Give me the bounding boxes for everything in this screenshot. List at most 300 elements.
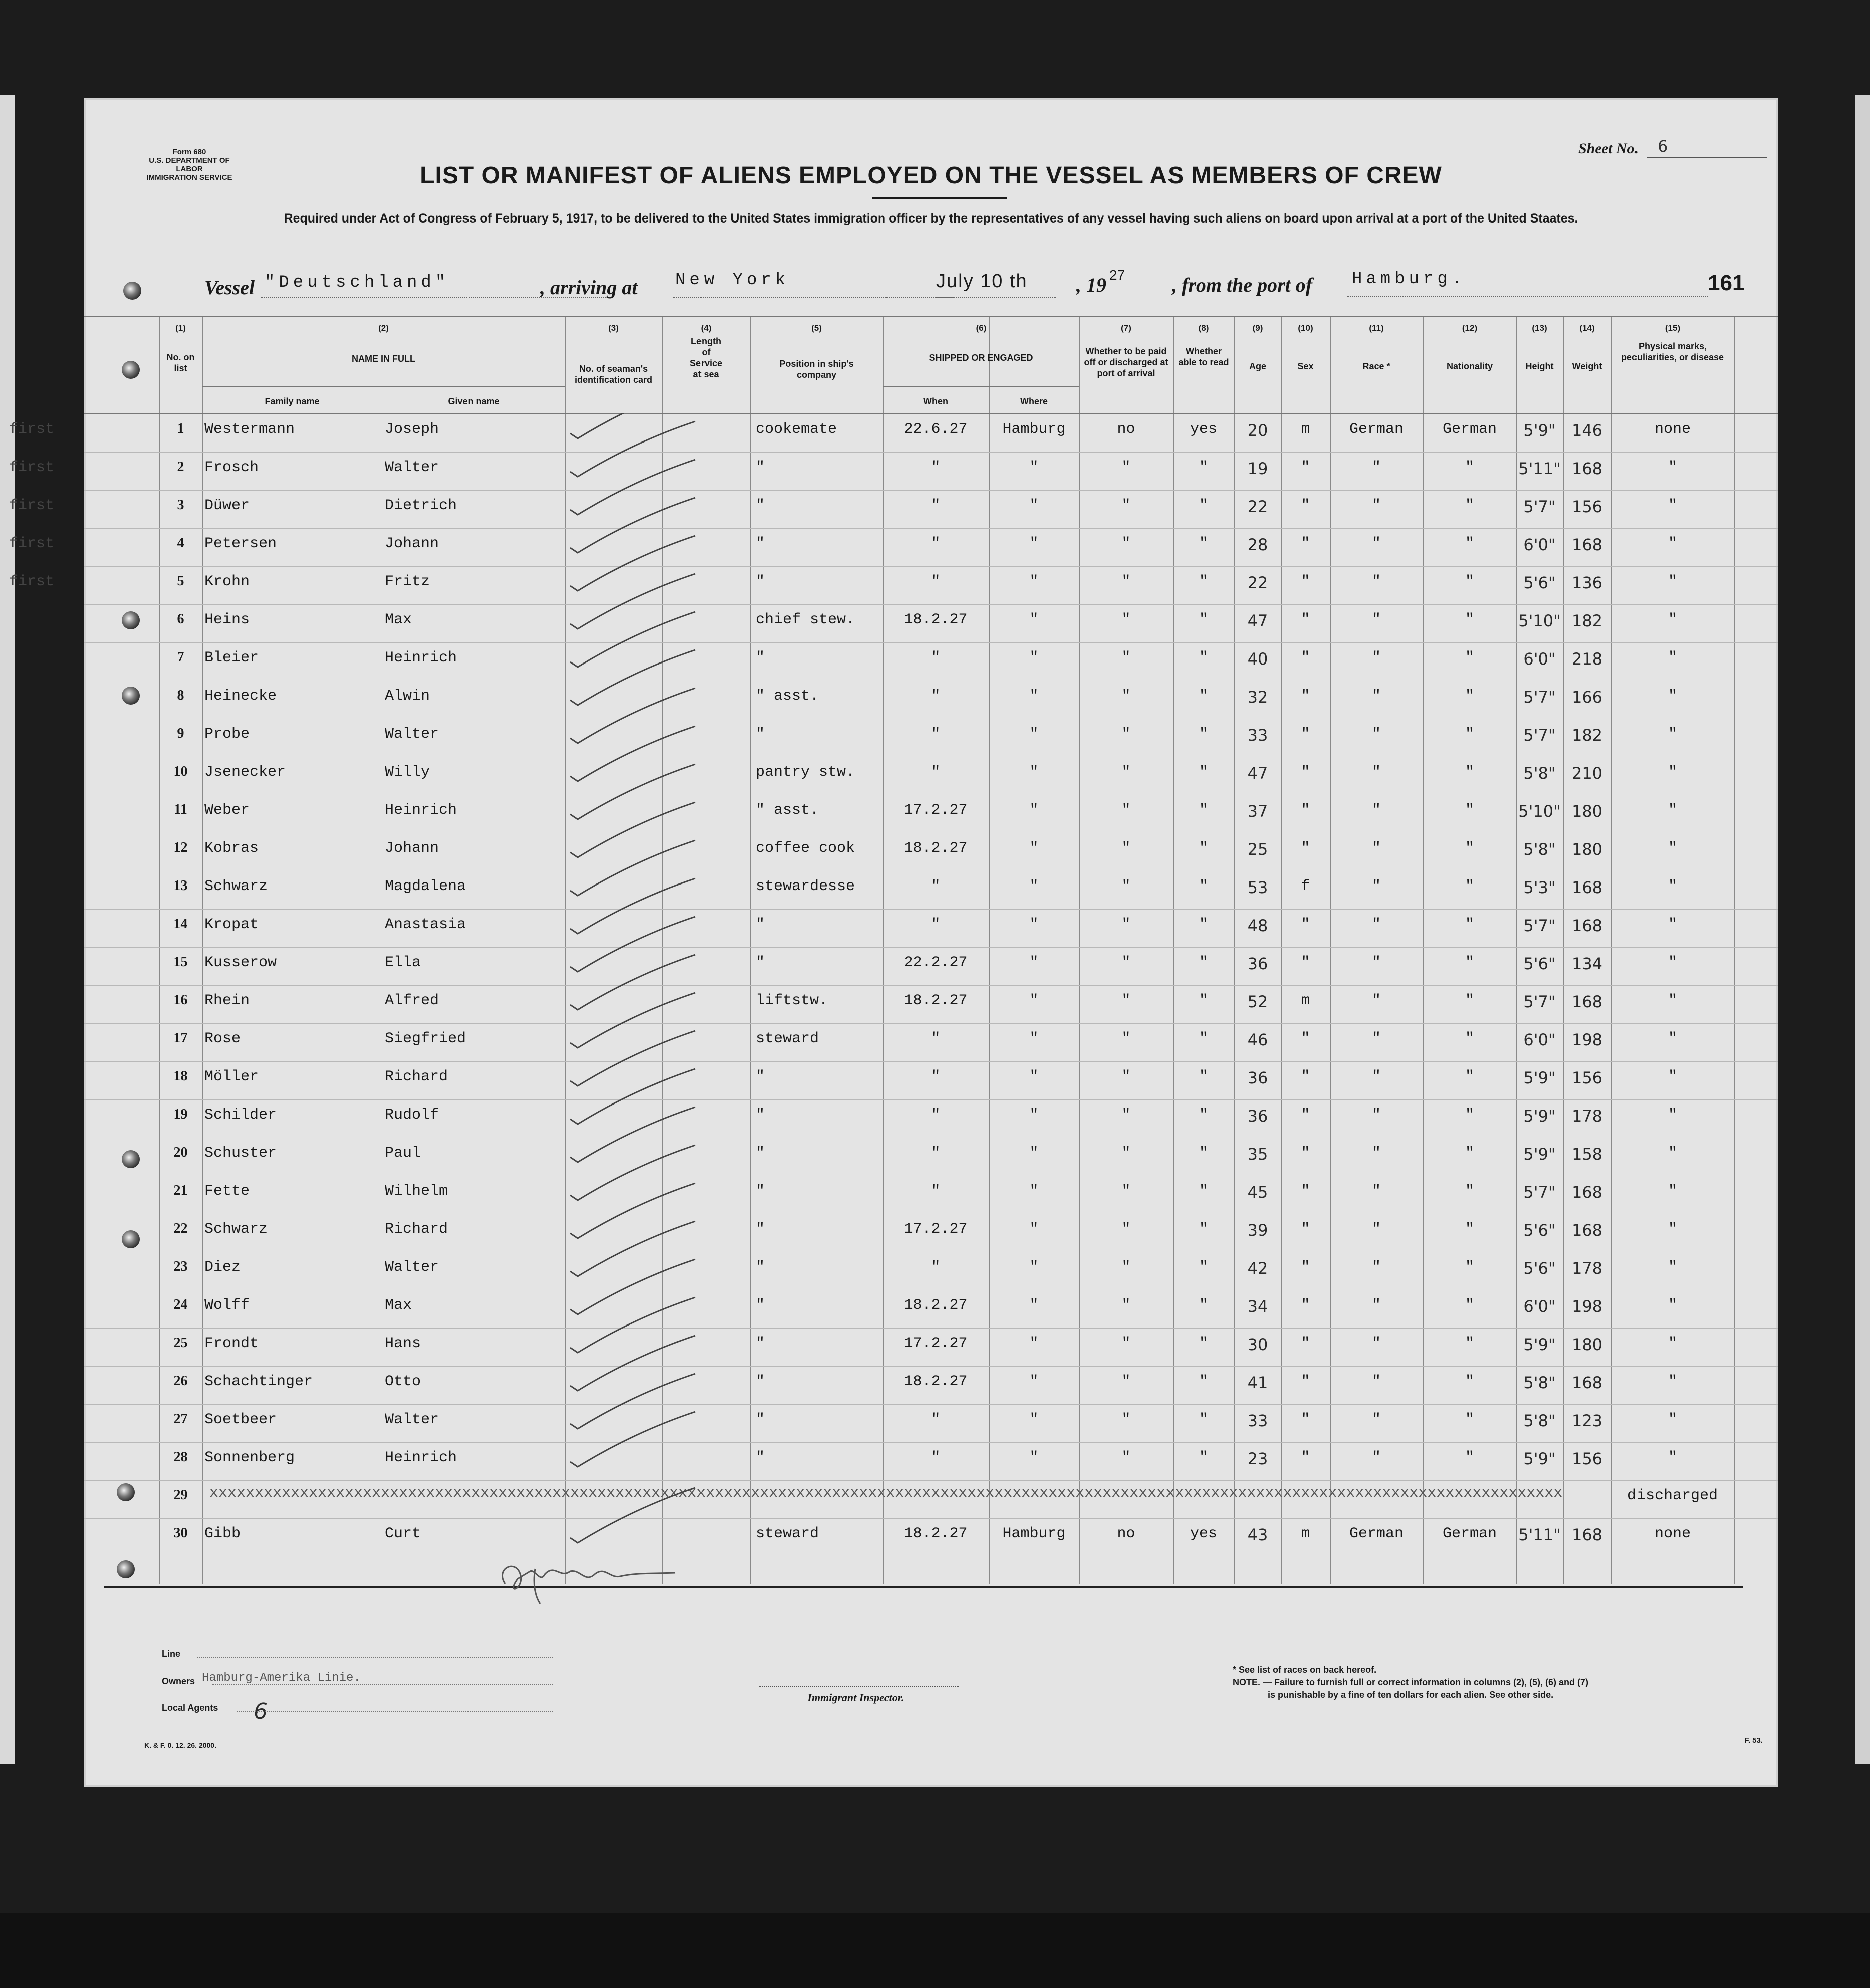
tick-mark [570, 536, 695, 591]
age: 36 [1247, 1107, 1268, 1126]
physical-marks: " [1668, 573, 1677, 590]
row-number: 9 [177, 726, 184, 741]
from-port-line [1347, 296, 1708, 297]
position: " [756, 1297, 765, 1314]
tick-mark [570, 1107, 695, 1162]
shipped-when: 18.2.27 [904, 1373, 968, 1390]
race: " [1371, 916, 1381, 933]
row-rule [84, 604, 1778, 605]
sex: " [1301, 1145, 1310, 1162]
paid-off: " [1121, 573, 1131, 590]
tick-mark [570, 1412, 695, 1467]
physical-marks: " [1668, 649, 1677, 667]
given-name: Max [385, 1297, 412, 1314]
row-rule [84, 985, 1778, 986]
given-name: Richard [385, 1221, 448, 1238]
sex: " [1301, 1259, 1310, 1276]
able-to-read: " [1199, 1107, 1208, 1124]
sex: " [1301, 535, 1310, 552]
given-name: Paul [385, 1145, 421, 1162]
paid-off: " [1121, 611, 1131, 628]
family-name: Schilder [204, 1107, 277, 1124]
row-number: 13 [173, 878, 188, 894]
nationality: " [1465, 1449, 1474, 1466]
header-shipped-engaged: SHIPPED OR ENGAGED [929, 353, 1033, 363]
shipped-when: " [931, 764, 941, 781]
margin-note: first [9, 459, 55, 476]
physical-marks: " [1668, 1183, 1677, 1200]
margin-note: first [9, 497, 55, 514]
position: " [756, 1107, 765, 1124]
race: " [1371, 611, 1381, 628]
vessel-label: Vessel [204, 276, 255, 299]
race: " [1371, 764, 1381, 781]
given-name: Alfred [385, 992, 439, 1009]
race: " [1371, 1068, 1381, 1085]
shipped-when: 18.2.27 [904, 1297, 968, 1314]
height: 5'6" [1523, 1221, 1556, 1240]
tick-mark [570, 1145, 695, 1200]
shipped-when: 18.2.27 [904, 992, 968, 1009]
family-name: Möller [204, 1068, 259, 1085]
col13-number: (13) [1532, 323, 1547, 333]
height: 5'7" [1523, 1183, 1556, 1202]
able-to-read: " [1199, 497, 1208, 514]
weight: 156 [1571, 1449, 1603, 1468]
shipped-when: 22.6.27 [904, 421, 968, 438]
paid-off: " [1121, 1259, 1131, 1276]
given-name: Walter [385, 1259, 439, 1276]
position: " [756, 954, 765, 971]
position: coffee cook [756, 840, 855, 857]
header-sex: Sex [1297, 361, 1314, 371]
given-name: Ella [385, 954, 421, 971]
given-name: Alwin [385, 688, 430, 705]
given-name: Otto [385, 1373, 421, 1390]
sex: " [1301, 916, 1310, 933]
given-name: Siegfried [385, 1030, 466, 1047]
row-number: 11 [174, 802, 187, 817]
paid-off: " [1121, 954, 1131, 971]
family-name: Heins [204, 611, 250, 628]
age: 45 [1247, 1183, 1268, 1202]
tick-mark [570, 413, 695, 438]
given-name: Johann [385, 535, 439, 552]
shipped-where: Hamburg [1002, 421, 1066, 438]
shipped-where: " [1029, 1107, 1039, 1124]
weight: 178 [1571, 1259, 1603, 1278]
weight: 156 [1571, 1068, 1603, 1087]
department-name: U.S. DEPARTMENT OF LABOR [149, 156, 230, 173]
shipped-when: " [931, 916, 941, 933]
race: " [1371, 1030, 1381, 1047]
col9-number: (9) [1252, 323, 1263, 333]
age: 32 [1247, 688, 1268, 707]
age: 28 [1247, 535, 1268, 554]
paid-off: " [1121, 1183, 1131, 1200]
shipped-where: " [1029, 1030, 1039, 1047]
race: German [1349, 1525, 1404, 1542]
position: stewardesse [756, 878, 855, 895]
height: 5'10" [1518, 802, 1561, 821]
height: 5'6" [1523, 954, 1556, 973]
given-name: Heinrich [385, 649, 457, 667]
family-name: Rhein [204, 992, 250, 1009]
family-name: Diez [204, 1259, 241, 1276]
weight: 180 [1571, 802, 1603, 821]
given-name: Heinrich [385, 1449, 457, 1466]
failure-note: NOTE. — Failure to furnish full or correct information in columns (2), (5), (6) and (7) [1233, 1677, 1589, 1687]
family-name: Wolff [204, 1297, 250, 1314]
shipped-where: " [1029, 611, 1039, 628]
col3-number: (3) [608, 323, 619, 333]
shipped-when: 18.2.27 [904, 840, 968, 857]
height: 5'9" [1523, 1335, 1556, 1354]
row-rule [84, 1328, 1778, 1329]
family-name: Frondt [204, 1335, 259, 1352]
nationality: " [1465, 1145, 1474, 1162]
name-subheader-rule [202, 386, 565, 387]
given-name: Hans [385, 1335, 421, 1352]
weight: 168 [1571, 1525, 1603, 1544]
nationality: " [1465, 802, 1474, 819]
family-name: Gibb [204, 1525, 241, 1542]
height: 5'9" [1523, 421, 1556, 440]
local-agents-label: Local Agents [162, 1703, 218, 1713]
height: 5'3" [1523, 878, 1556, 897]
weight: 168 [1571, 916, 1603, 935]
tick-mark [570, 460, 695, 515]
row-number: 25 [173, 1335, 188, 1351]
header-family-name: Family name [265, 396, 320, 406]
paid-off: " [1121, 802, 1131, 819]
weight: 168 [1571, 459, 1603, 478]
age: 46 [1247, 1030, 1268, 1049]
checkmark-ticks [565, 413, 786, 1591]
inspector-label: Immigrant Inspector. [807, 1691, 904, 1704]
physical-marks: " [1668, 1107, 1677, 1124]
family-name: Schachtinger [204, 1373, 313, 1390]
position: " [756, 1335, 765, 1352]
weight: 168 [1571, 1221, 1603, 1240]
height: 5'8" [1523, 840, 1556, 859]
row-number: 12 [173, 840, 188, 855]
weight: 158 [1571, 1145, 1603, 1164]
given-name: Curt [385, 1525, 421, 1542]
family-name: Petersen [204, 535, 277, 552]
row-number: 23 [173, 1259, 188, 1274]
shipped-when: " [931, 1145, 941, 1162]
given-name: Walter [385, 1411, 439, 1428]
tick-mark [570, 1221, 695, 1276]
row-number: 21 [173, 1183, 188, 1198]
nationality: " [1465, 1373, 1474, 1390]
sex: f [1301, 878, 1310, 895]
position: liftstw. [756, 992, 828, 1009]
age: 36 [1247, 1068, 1268, 1087]
column-rule [202, 316, 203, 1584]
given-name: Walter [385, 726, 439, 743]
paid-off: " [1121, 764, 1131, 781]
position: " [756, 916, 765, 933]
races-note: * See list of races on back hereof. [1233, 1665, 1377, 1675]
able-to-read: " [1199, 1030, 1208, 1047]
paid-off: " [1121, 535, 1131, 552]
service-name: IMMIGRATION SERVICE [146, 173, 232, 182]
nationality: " [1465, 1259, 1474, 1276]
row-number: 28 [173, 1449, 188, 1465]
film-edge-right [1855, 95, 1870, 1764]
able-to-read: " [1199, 573, 1208, 590]
header-no-on-list: No. on list [166, 352, 195, 373]
crew-table [9, 316, 1778, 1599]
shipped-where: Hamburg [1002, 1525, 1066, 1542]
race: " [1371, 992, 1381, 1009]
shipped-where: " [1029, 802, 1039, 819]
position: " [756, 573, 765, 590]
shipped-when: " [931, 1411, 941, 1428]
row-number: 8 [177, 688, 184, 703]
tick-mark [570, 993, 695, 1048]
race: German [1349, 421, 1404, 438]
from-port-label: , from the port of [1172, 274, 1313, 296]
physical-marks: none [1654, 1525, 1691, 1542]
paid-off: " [1121, 1411, 1131, 1428]
age: 48 [1247, 916, 1268, 935]
sex: " [1301, 1183, 1310, 1200]
position: " [756, 649, 765, 667]
height: 5'11" [1518, 459, 1561, 478]
physical-marks: " [1668, 688, 1677, 705]
row-number: 26 [173, 1373, 188, 1389]
row-rule [84, 1023, 1778, 1024]
physical-marks: " [1668, 992, 1677, 1009]
line-field [197, 1657, 553, 1658]
position: " asst. [756, 802, 819, 819]
tick-mark [570, 1069, 695, 1124]
family-name: Kobras [204, 840, 259, 857]
given-name: Max [385, 611, 412, 628]
weight: 210 [1571, 764, 1603, 783]
position: " asst. [756, 688, 819, 705]
able-to-read: " [1199, 1259, 1208, 1276]
tick-mark [570, 726, 695, 781]
header-position: Position in ship's company [779, 359, 854, 380]
col4-number: (4) [700, 323, 712, 333]
family-name: Kropat [204, 916, 259, 933]
paid-off: " [1121, 1335, 1131, 1352]
nationality: " [1465, 497, 1474, 514]
able-to-read: " [1199, 459, 1208, 476]
header-when: When [923, 396, 948, 406]
given-name: Richard [385, 1068, 448, 1085]
shipped-where: " [1029, 459, 1039, 476]
sex: " [1301, 1221, 1310, 1238]
paid-off: " [1121, 992, 1131, 1009]
row-rule [84, 1518, 1778, 1519]
family-name: Düwer [204, 497, 250, 514]
row-number: 24 [173, 1297, 188, 1312]
tick-mark [570, 1183, 695, 1238]
physical-marks: " [1668, 840, 1677, 857]
given-name: Anastasia [385, 916, 466, 933]
tick-mark [570, 650, 695, 705]
page-subtitle: Required under Act of Congress of February 5, 1917, to be delivered to the United States immigration officer by the representatives of any vessel having such aliens on board upon arrival at a port of the United Staates. [284, 211, 1578, 226]
margin-note: first [9, 573, 55, 590]
tick-mark [570, 764, 695, 819]
family-name: Sonnenberg [204, 1449, 295, 1466]
able-to-read: " [1199, 688, 1208, 705]
physical-marks: " [1668, 1030, 1677, 1047]
race: " [1371, 954, 1381, 971]
position: " [756, 1221, 765, 1238]
physical-marks: discharged [1627, 1487, 1718, 1504]
able-to-read: " [1199, 1297, 1208, 1314]
physical-marks: " [1668, 1068, 1677, 1085]
sheet-number-line [1647, 157, 1767, 158]
col15-number: (15) [1665, 323, 1681, 333]
physical-marks: " [1668, 1221, 1677, 1238]
form-number: Form 680 [172, 148, 206, 156]
nationality: " [1465, 1411, 1474, 1428]
height: 5'9" [1523, 1449, 1556, 1468]
local-agents-field [237, 1711, 553, 1712]
paid-off: " [1121, 1449, 1131, 1466]
shipped-subheader-rule [883, 386, 1079, 387]
row-number: 1 [177, 421, 184, 436]
race: " [1371, 1449, 1381, 1466]
owners-label: Owners [162, 1676, 195, 1686]
weight: 178 [1571, 1107, 1603, 1126]
col10-number: (10) [1298, 323, 1313, 333]
able-to-read: " [1199, 764, 1208, 781]
shipped-where: " [1029, 497, 1039, 514]
shipped-when: " [931, 1068, 941, 1085]
nationality: " [1465, 649, 1474, 667]
shipped-where: " [1029, 649, 1039, 667]
row-number: 17 [173, 1030, 188, 1046]
age: 47 [1247, 764, 1268, 783]
weight: 198 [1571, 1297, 1603, 1316]
height: 5'7" [1523, 688, 1556, 707]
race: " [1371, 459, 1381, 476]
height: 5'10" [1518, 611, 1561, 630]
sex: " [1301, 1068, 1310, 1085]
family-name: Schwarz [204, 878, 268, 895]
shipped-where: " [1029, 1221, 1039, 1238]
physical-marks: " [1668, 1297, 1677, 1314]
header-able-to-read: Whether able to read [1178, 346, 1229, 367]
tick-mark [570, 421, 695, 477]
row-number: 14 [173, 916, 188, 932]
sex: " [1301, 649, 1310, 667]
shipped-when: " [931, 1183, 941, 1200]
family-name: Schuster [204, 1145, 277, 1162]
sex: " [1301, 954, 1310, 971]
header-weight: Weight [1572, 361, 1602, 371]
film-edge-left [0, 95, 15, 1764]
tick-mark [570, 1374, 695, 1429]
weight: 123 [1571, 1411, 1603, 1430]
nationality: " [1465, 1335, 1474, 1352]
race: " [1371, 726, 1381, 743]
physical-marks: " [1668, 1145, 1677, 1162]
shipped-where: " [1029, 726, 1039, 743]
col8-number: (8) [1198, 323, 1209, 333]
physical-marks: " [1668, 1259, 1677, 1276]
weight: 198 [1571, 1030, 1603, 1049]
tick-mark [570, 878, 695, 934]
manifest-sheet [9, 98, 1778, 1787]
shipped-when: 17.2.27 [904, 1335, 968, 1352]
given-name: Wilhelm [385, 1183, 448, 1200]
row-rule [84, 1061, 1778, 1062]
year-prefix: , 19 [1076, 274, 1106, 296]
form-code: F. 53. [1744, 1736, 1763, 1745]
row-number: 19 [173, 1107, 188, 1122]
family-name: Fette [204, 1183, 250, 1200]
tick-mark [570, 574, 695, 629]
nationality: " [1465, 840, 1474, 857]
height: 5'6" [1523, 1259, 1556, 1278]
paid-off: " [1121, 497, 1131, 514]
family-name: Jsenecker [204, 764, 286, 781]
struck-row-marks: xxxxxxxxxxxxxxxxxxxxxxxxxxxxxxxxxxxxxxxxxxxxxxxxxxxxxxxxxxxxxxxxxxxxxxxxxxxxxxxxxxxxxxxxxxxxxxxxxxxxxxxxxxxxxxxxxxxxxxxxxxxxxxxxxxxxxxxxxxxxxxxxxxxxxx [209, 1485, 1563, 1502]
sex: " [1301, 459, 1310, 476]
row-number: 29 [173, 1487, 188, 1503]
film-bottom-band [0, 1913, 1870, 1988]
family-name: Frosch [204, 459, 259, 476]
col7-number: (7) [1121, 323, 1131, 333]
shipped-when: " [931, 459, 941, 476]
height: 5'9" [1523, 1107, 1556, 1126]
shipped-when: " [931, 1449, 941, 1466]
age: 34 [1247, 1297, 1268, 1316]
nationality: " [1465, 878, 1474, 895]
weight: 180 [1571, 1335, 1603, 1354]
shipped-when: " [931, 535, 941, 552]
shipped-where: " [1029, 573, 1039, 590]
table-top-rule [84, 316, 1778, 317]
col2-number: (2) [378, 323, 389, 333]
weight: 168 [1571, 878, 1603, 897]
sex: m [1301, 421, 1310, 438]
height: 5'9" [1523, 1145, 1556, 1164]
position: " [756, 1373, 765, 1390]
header-name-in-full: NAME IN FULL [352, 354, 415, 364]
tick-mark [570, 1488, 695, 1543]
tick-mark [570, 1336, 695, 1391]
able-to-read: " [1199, 916, 1208, 933]
nationality: " [1465, 1068, 1474, 1085]
given-name: Magdalena [385, 878, 466, 895]
shipped-when: 17.2.27 [904, 802, 968, 819]
shipped-when: " [931, 573, 941, 590]
physical-marks: " [1668, 497, 1677, 514]
physical-marks: " [1668, 726, 1677, 743]
row-rule [84, 909, 1778, 910]
nationality: " [1465, 726, 1474, 743]
position: " [756, 1145, 765, 1162]
physical-marks: " [1668, 1373, 1677, 1390]
row-number: 20 [173, 1145, 188, 1160]
row-rule [84, 490, 1778, 491]
col5-number: (5) [811, 323, 822, 333]
able-to-read: " [1199, 1449, 1208, 1466]
race: " [1371, 1297, 1381, 1314]
row-number: 18 [173, 1068, 188, 1084]
inspector-signature-line [759, 1686, 959, 1687]
